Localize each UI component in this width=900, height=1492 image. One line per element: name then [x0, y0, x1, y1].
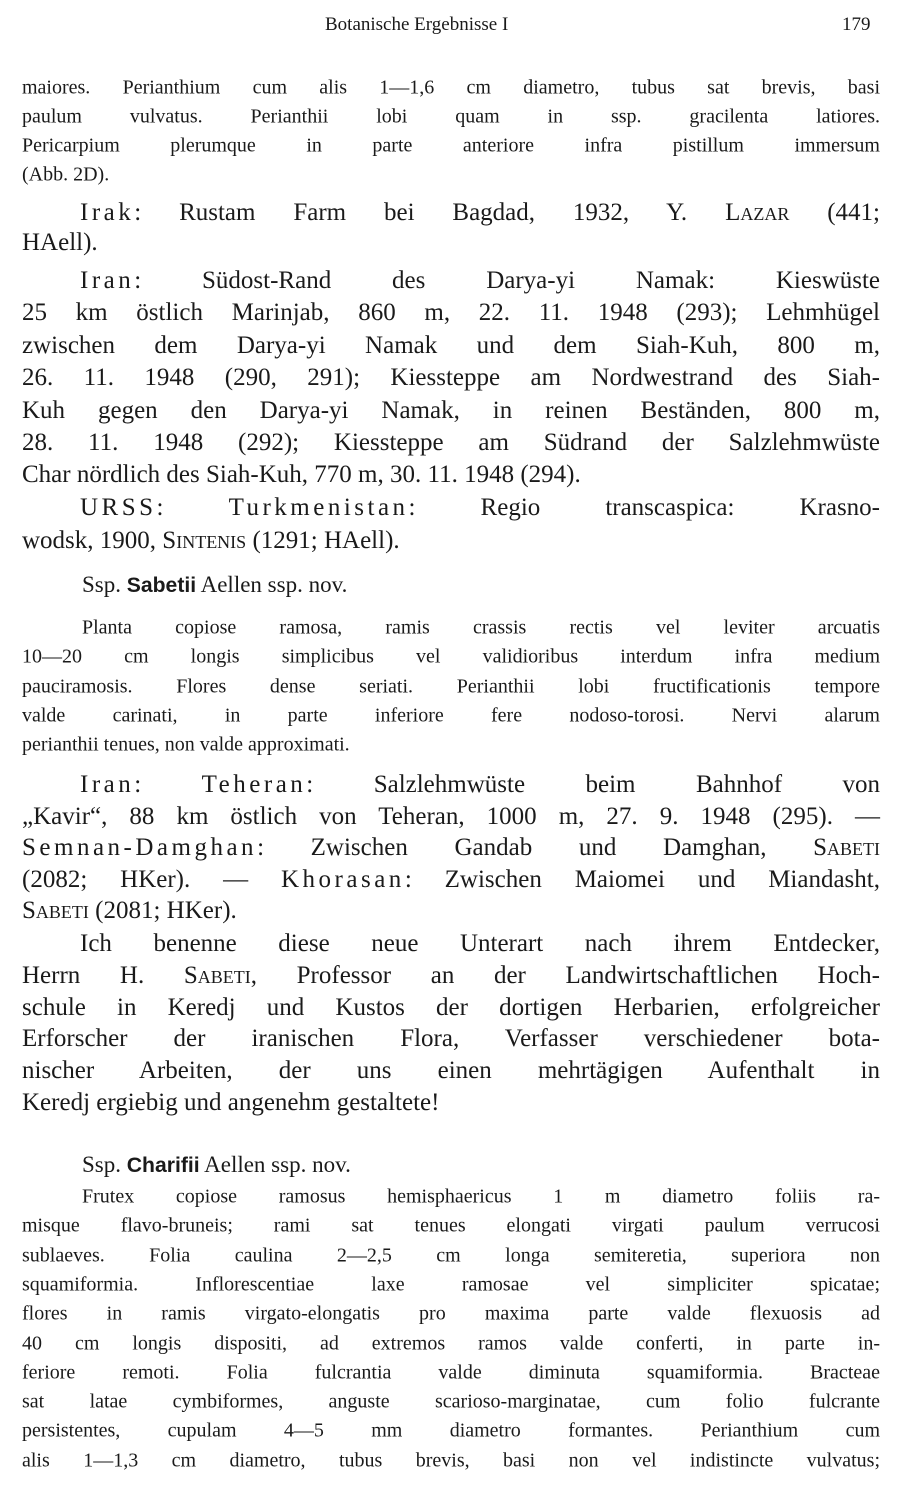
locality-label: Turkmenistan [228, 494, 409, 521]
text-segment: Ssp. [82, 572, 127, 597]
text-segment: , Professor an der Landwirtschaftlichen Hoch- [250, 961, 881, 989]
text-segment: Ssp. [82, 1152, 127, 1177]
taxon-name: Charifii [126, 1154, 200, 1177]
locality-label: Irak [80, 199, 135, 226]
text-segment: Herrn H. [22, 961, 184, 989]
text-segment: (2081; HKer). [88, 897, 237, 924]
text-segment: : Salzlehmwüste beim Bahnhof von [306, 771, 880, 798]
text-segment: : Rustam Farm bei Bagdad, 1932, Y. [134, 199, 726, 226]
locality-label: Iran [80, 267, 135, 294]
locality-label: Semnan-Damghan [22, 834, 258, 861]
running-header-title: Botanische Ergebnisse I [325, 14, 509, 35]
collector-name: Sabeti [813, 834, 880, 861]
collector-name: Lazar [725, 199, 790, 226]
text-segment: : Regio transcaspica: Krasno- [408, 494, 881, 521]
text-segment: (1291; HAell). [246, 527, 400, 554]
text-segment: : [134, 771, 202, 798]
page-number: 179 [842, 14, 871, 35]
collector-name: Sabeti [22, 897, 89, 924]
locality-label: URSS [80, 494, 157, 521]
text-segment: (2082; HKer). — [22, 865, 281, 893]
locality-label: Iran [80, 771, 135, 798]
text-segment: : Zwischen Gandab und Damghan, [257, 834, 814, 861]
text-segment: : Südost-Rand des Darya-yi Namak: Kieswüste [134, 267, 880, 294]
text-segment: Aellen ssp. nov. [196, 572, 348, 597]
text-segment: : [156, 494, 229, 521]
text-segment: (441; [789, 199, 880, 226]
text-segment: wodsk, 1900, [22, 527, 163, 554]
collector-name: Sintenis [162, 527, 247, 554]
locality-label: Teheran [201, 771, 307, 798]
collector-name: Sabeti [183, 961, 251, 989]
text-segment: Aellen ssp. nov. [199, 1152, 351, 1177]
locality-label: Khorasan [281, 865, 405, 893]
taxon-name: Sabetii [126, 574, 197, 597]
text-segment: : Zwischen Maiomei und Miandasht, [404, 865, 880, 893]
